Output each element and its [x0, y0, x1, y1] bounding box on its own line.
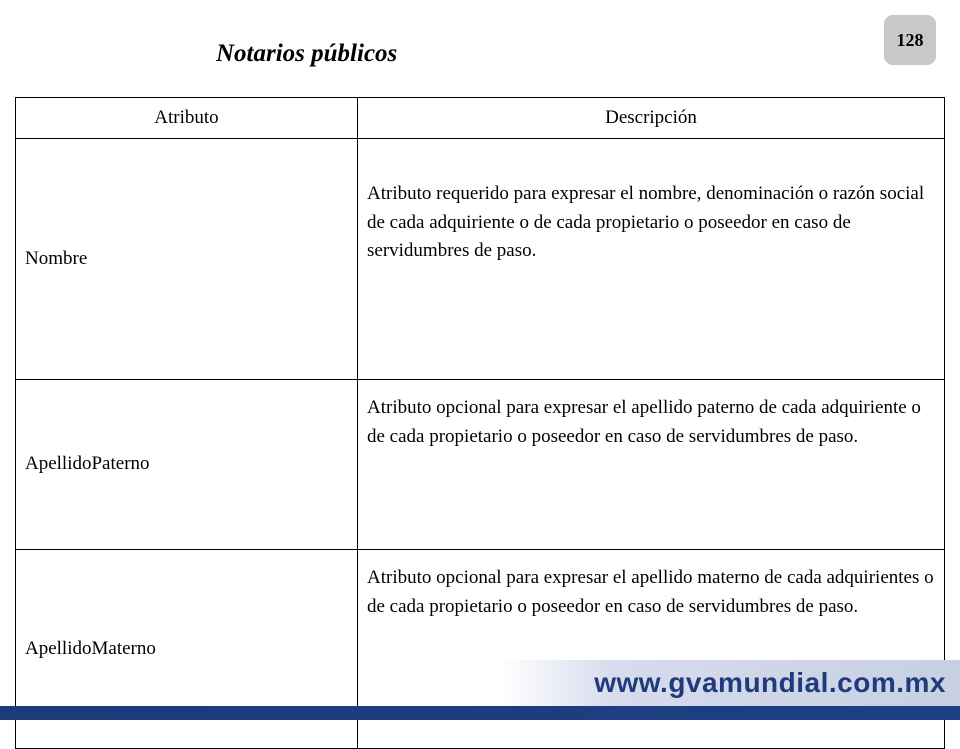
- footer-bar: [0, 706, 960, 720]
- page-number-badge: [884, 15, 936, 65]
- page-number: 128: [896, 29, 924, 50]
- column-header-description: Descripción: [358, 98, 945, 139]
- footer-url[interactable]: www.gvamundial.com.mx: [594, 667, 946, 698]
- table-row: [16, 380, 945, 550]
- attribute-description: Atributo opcional para expresar el apellido paterno de cada adquiriente o de cada propietario o poseedor en caso de servidumbres de paso.: [358, 380, 945, 550]
- attribute-description: Atributo requerido para expresar el nombre, denominación o razón social de cada adquiriente o de cada propietario o poseedor en caso de servidumbres de paso.: [358, 139, 945, 380]
- footer-band: [500, 660, 960, 706]
- table-row: [16, 139, 945, 380]
- table-header-row: [16, 98, 945, 139]
- page-title: Notarios públicos: [216, 40, 398, 67]
- column-header-attribute: Atributo: [16, 98, 358, 139]
- attributes-table: [15, 97, 945, 749]
- attribute-description: Atributo opcional para expresar el apellido materno de cada adquirientes o de cada propietario o poseedor en caso de servidumbres de paso.: [358, 550, 945, 749]
- attribute-name: ApellidoMaterno: [16, 550, 358, 749]
- attribute-name: Nombre: [16, 139, 358, 380]
- attribute-name: ApellidoPaterno: [16, 380, 358, 550]
